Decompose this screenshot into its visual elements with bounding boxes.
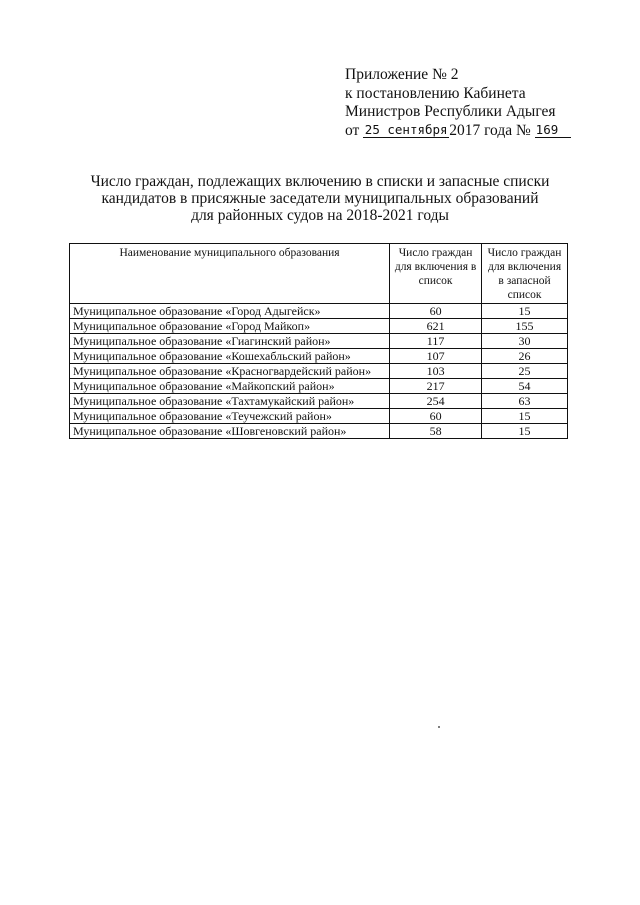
appendix-header xyxy=(345,66,635,140)
table-row xyxy=(70,364,568,379)
title-line-1: Число граждан, подлежащих включению в списки и запасные списки xyxy=(90,173,550,190)
reserve-list-count: 26 xyxy=(482,349,568,364)
municipality-name: Муниципальное образование «Красногвардейский район» xyxy=(70,364,390,379)
candidates-table xyxy=(69,243,568,439)
header-reserve-list: Число граждан для включения в запасной список xyxy=(482,244,568,304)
scan-speck xyxy=(438,726,440,728)
main-list-count: 254 xyxy=(390,394,482,409)
municipality-name: Муниципальное образование «Теучежский район» xyxy=(70,409,390,424)
table-row xyxy=(70,319,568,334)
municipality-name: Муниципальное образование «Гиагинский район» xyxy=(70,334,390,349)
reserve-list-count: 15 xyxy=(482,304,568,319)
title-line-2: кандидатов в присяжные заседатели муниципальных образований xyxy=(101,190,539,207)
main-list-count: 621 xyxy=(390,319,482,334)
reserve-list-count: 25 xyxy=(482,364,568,379)
document-title xyxy=(60,173,580,224)
main-list-count: 107 xyxy=(390,349,482,364)
decree-date: 25 сентября xyxy=(364,121,448,137)
table-row xyxy=(70,379,568,394)
from-prefix: от xyxy=(345,121,360,139)
title-line-3: для районных судов на 2018-2021 годы xyxy=(191,207,449,224)
municipality-name: Муниципальное образование «Кошехабльский район» xyxy=(70,349,390,364)
main-list-count: 60 xyxy=(390,409,482,424)
reserve-list-count: 30 xyxy=(482,334,568,349)
main-list-count: 103 xyxy=(390,364,482,379)
reserve-list-count: 15 xyxy=(482,409,568,424)
main-list-count: 60 xyxy=(390,304,482,319)
municipality-name: Муниципальное образование «Тахтамукайский район» xyxy=(70,394,390,409)
header-main-list: Число граждан для включения в список xyxy=(390,244,482,304)
appendix-authority: Министров Республики Адыгея xyxy=(345,103,556,120)
main-list-count: 58 xyxy=(390,424,482,439)
municipality-name: Муниципальное образование «Город Майкоп» xyxy=(70,319,390,334)
municipality-name: Муниципальное образование «Майкопский район» xyxy=(70,379,390,394)
table-row xyxy=(70,409,568,424)
appendix-title: Приложение № 2 xyxy=(345,66,459,83)
appendix-date-line xyxy=(345,122,635,141)
reserve-list-count: 15 xyxy=(482,424,568,439)
appendix-reference: к постановлению Кабинета xyxy=(345,84,526,102)
main-list-count: 117 xyxy=(390,334,482,349)
header-municipality: Наименование муниципального образования xyxy=(70,244,390,304)
main-list-count: 217 xyxy=(390,379,482,394)
reserve-list-count: 54 xyxy=(482,379,568,394)
table-row xyxy=(70,334,568,349)
reserve-list-count: 155 xyxy=(482,319,568,334)
table-header-row xyxy=(70,244,568,304)
municipality-name: Муниципальное образование «Шовгеновский район» xyxy=(70,424,390,439)
table-row xyxy=(70,304,568,319)
table-row xyxy=(70,424,568,439)
reserve-list-count: 63 xyxy=(482,394,568,409)
decree-number: 169 xyxy=(535,123,571,138)
decree-year: 2017 года № xyxy=(449,121,531,139)
table-row xyxy=(70,349,568,364)
municipality-name: Муниципальное образование «Город Адыгейск» xyxy=(70,304,390,319)
table-row xyxy=(70,394,568,409)
